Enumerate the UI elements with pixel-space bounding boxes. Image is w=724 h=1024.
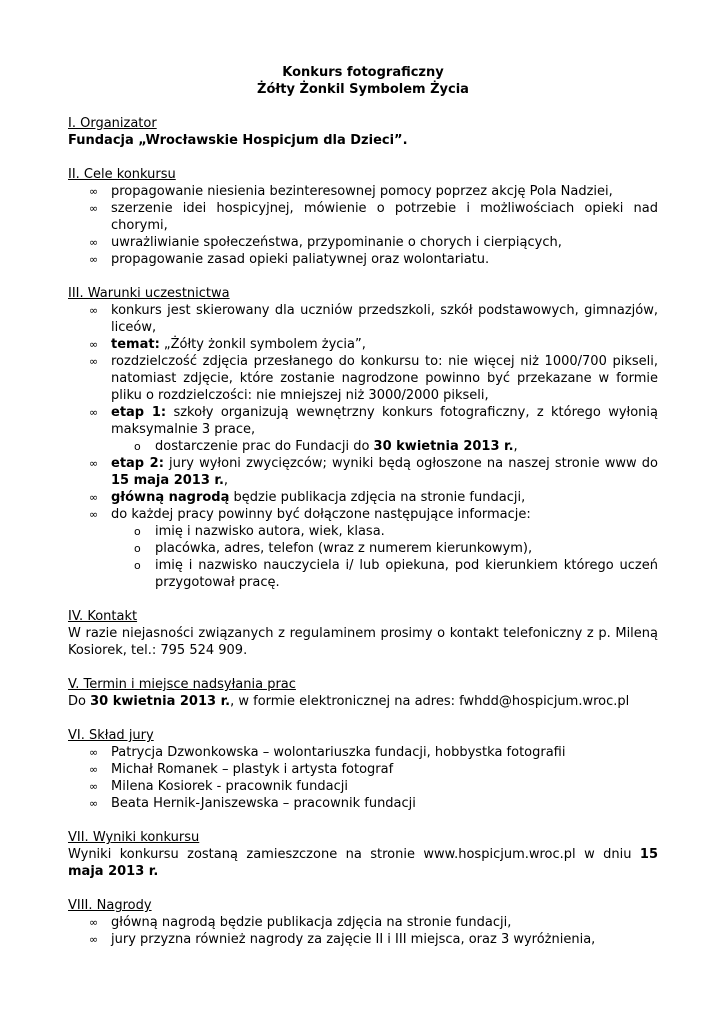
list-item: ∞ rozdzielczość zdjęcia przesłanego do konkursu to: nie więcej niż 1000/700 pikseli, natomiast zdjęcie, które zostanie nagrodzone powinno być przekazane w formie pliku o rozdzielczości: nie mniejszej niż 3000/2000 pikseli, — [89, 354, 658, 403]
list-item: ∞ główną nagrodą będzie publikacja zdjęcia na stronie fundacji, — [89, 490, 526, 505]
list-item: ∞ uwrażliwianie społeczeństwa, przypominanie o chorych i cierpiących, — [89, 235, 562, 250]
results-text: Wyniki konkursu zostaną zamieszczone na stronie www.hospicjum.wroc.pl w dniu 15 maja 2013 r. — [68, 847, 658, 879]
goals-list — [68, 183, 658, 268]
bullet-icon: ∞ — [89, 916, 99, 929]
list-item: ∞ szerzenie idei hospicyjnej, mówienie o potrzebie i możliwościach opieki nad chorymi, — [89, 201, 658, 233]
bullet-icon: ∞ — [89, 338, 99, 351]
list-item: ∞ Michał Romanek – plastyk i artysta fotograf — [89, 762, 394, 777]
bullet-icon: ∞ — [89, 202, 99, 215]
sub-bullet-icon: o — [134, 525, 141, 538]
section-heading: II. Cele konkursu — [68, 167, 176, 182]
bullet-icon: ∞ — [89, 508, 99, 521]
section-organizer — [68, 115, 658, 149]
section-heading: IV. Kontakt — [68, 609, 138, 624]
bullet-icon: ∞ — [89, 253, 99, 266]
conditions-list — [68, 302, 658, 591]
sub-list — [111, 523, 658, 591]
section-heading: I. Organizator — [68, 116, 157, 131]
jury-list — [68, 744, 658, 812]
list-item: ∞ propagowanie niesienia bezinteresownej pomocy poprzez akcję Pola Nadziei, — [89, 184, 613, 199]
list-item: ∞ do każdej pracy powinny być dołączone następujące informacje: o imię i nazwisko autora, wiek, klasa. o placówka, adres, telefon (wraz z numerem kierunkowym), o imię i nazwisko nauczyciela i/ lub opiekuna, pod kierunkiem którego uczeń przygotował pracę. — [89, 507, 658, 590]
title-block — [68, 64, 658, 98]
section-heading: VII. Wyniki konkursu — [68, 830, 200, 845]
sub-list — [111, 438, 658, 455]
bullet-icon: ∞ — [89, 457, 99, 470]
section-prizes — [68, 897, 658, 948]
section-goals — [68, 166, 658, 268]
prizes-list — [68, 914, 658, 948]
list-item: ∞ konkurs jest skierowany dla uczniów przedszkoli, szkół podstawowych, gimnazjów, liceów, — [89, 303, 658, 335]
section-conditions — [68, 285, 658, 591]
document-subtitle: Żółty Żonkil Symbolem Życia — [257, 82, 469, 97]
section-deadline — [68, 676, 658, 710]
sub-list-item: o dostarczenie prac do Fundacji do 30 kwietnia 2013 r., — [134, 439, 518, 454]
list-item: ∞ Patrycja Dzwonkowska – wolontariuszka fundacji, hobbystka fotografii — [89, 745, 566, 760]
list-item: ∞ temat: „Żółty żonkil symbolem życia”, — [89, 337, 366, 352]
document-page — [68, 64, 658, 965]
bullet-icon: ∞ — [89, 236, 99, 249]
contact-text: W razie niejasności związanych z regulaminem prosimy o kontakt telefoniczny z p. Mileną Kosiorek, tel.: 795 524 909. — [68, 626, 658, 658]
bullet-icon: ∞ — [89, 406, 99, 419]
bullet-icon: ∞ — [89, 933, 99, 946]
list-item: ∞ Beata Hernik-Janiszewska – pracownik fundacji — [89, 796, 416, 811]
bullet-icon: ∞ — [89, 304, 99, 317]
list-item: ∞ etap 1: szkoły organizują wewnętrzny konkurs fotograficzny, z którego wyłonią maksymalnie 3 prace, o dostarczenie prac do Fundacji do 30 kwietnia 2013 r., — [89, 405, 658, 454]
organizer-name: Fundacja „Wrocławskie Hospicjum dla Dzieci”. — [68, 133, 408, 148]
sub-list-item: o imię i nazwisko nauczyciela i/ lub opiekuna, pod kierunkiem którego uczeń przygotował pracę. — [134, 558, 658, 590]
sub-bullet-icon: o — [134, 440, 141, 453]
list-item: ∞ Milena Kosiorek - pracownik fundacji — [89, 779, 348, 794]
sub-list-item: o placówka, adres, telefon (wraz z numerem kierunkowym), — [134, 541, 533, 556]
list-item: ∞ propagowanie zasad opieki paliatywnej oraz wolontariatu. — [89, 252, 490, 267]
sub-list-item: o imię i nazwisko autora, wiek, klasa. — [134, 524, 385, 539]
section-heading: VIII. Nagrody — [68, 898, 152, 913]
list-item: ∞ jury przyzna również nagrody za zajęcie II i III miejsca, oraz 3 wyróżnienia, — [89, 932, 596, 947]
bullet-icon: ∞ — [89, 780, 99, 793]
sub-bullet-icon: o — [134, 542, 141, 555]
bullet-icon: ∞ — [89, 797, 99, 810]
document-title: Konkurs fotograficzny — [282, 65, 444, 80]
section-heading: VI. Skład jury — [68, 728, 154, 743]
bullet-icon: ∞ — [89, 491, 99, 504]
section-results — [68, 829, 658, 880]
list-item: ∞ etap 2: jury wyłoni zwycięzców; wyniki będą ogłoszone na naszej stronie www do 15 maja 2013 r., — [89, 456, 658, 488]
section-heading: III. Warunki uczestnictwa — [68, 286, 230, 301]
sub-bullet-icon: o — [134, 559, 141, 572]
bullet-icon: ∞ — [89, 763, 99, 776]
deadline-text: Do 30 kwietnia 2013 r., w formie elektronicznej na adres: fwhdd@hospicjum.wroc.pl — [68, 694, 630, 709]
list-item: ∞ główną nagrodą będzie publikacja zdjęcia na stronie fundacji, — [89, 915, 512, 930]
section-contact — [68, 608, 658, 659]
section-jury — [68, 727, 658, 812]
bullet-icon: ∞ — [89, 185, 99, 198]
section-heading: V. Termin i miejsce nadsyłania prac — [68, 677, 296, 692]
bullet-icon: ∞ — [89, 355, 99, 368]
bullet-icon: ∞ — [89, 746, 99, 759]
